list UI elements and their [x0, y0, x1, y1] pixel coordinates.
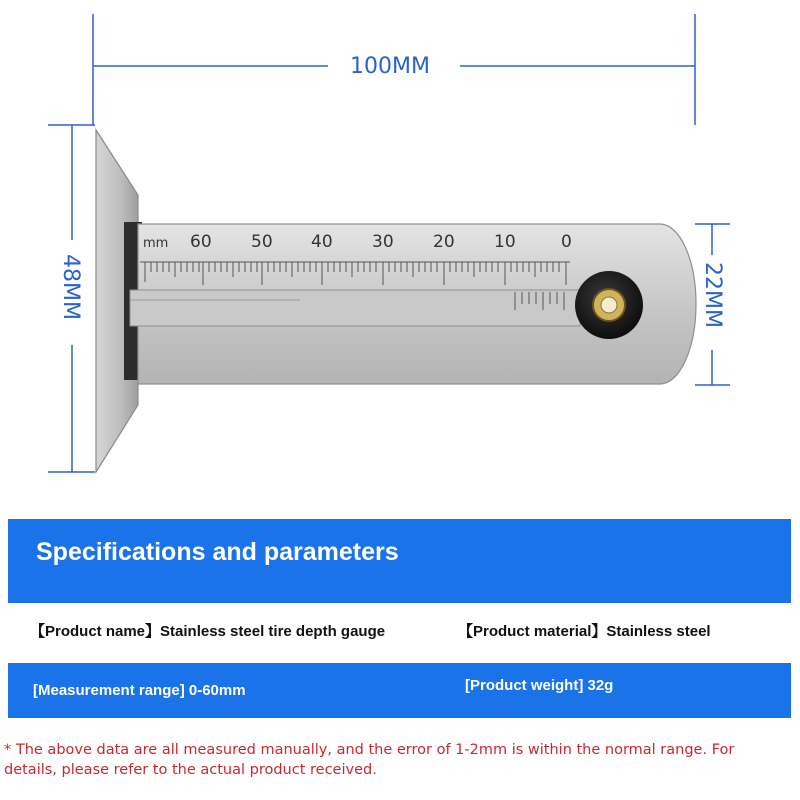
beam-dimension-label: 22MM [700, 262, 725, 328]
ruler-scale-label: 50 [251, 232, 273, 252]
ruler-scale-label: 60 [190, 232, 212, 252]
spec-product-material: 【Product material】Stainless steel [458, 623, 711, 640]
spec-product-weight: [Product weight] 32g [465, 677, 614, 694]
ruler-unit-label: mm [143, 236, 169, 251]
ruler-scale-label: 40 [311, 232, 333, 252]
specs-title: Specifications and parameters [36, 538, 399, 566]
height-dimension-label: 48MM [58, 254, 83, 320]
ruler-scale-label: 10 [494, 232, 516, 252]
spec-measurement-range: [Measurement range] 0-60mm [33, 682, 246, 699]
width-dimension-label: 100MM [350, 54, 430, 79]
spec-product-name: 【Product name】Stainless steel tire depth gauge [30, 623, 386, 640]
specs-banner [8, 519, 791, 603]
ruler-scale-label: 30 [372, 232, 394, 252]
disclaimer-note: * The above data are all measured manually, and the error of 1-2mm is within the normal range. For details, please refer to the actual product received. [4, 742, 735, 778]
specs-row-banner [8, 663, 791, 718]
ruler-scale-label: 0 [561, 232, 572, 252]
ruler-scale-label: 20 [433, 232, 455, 252]
